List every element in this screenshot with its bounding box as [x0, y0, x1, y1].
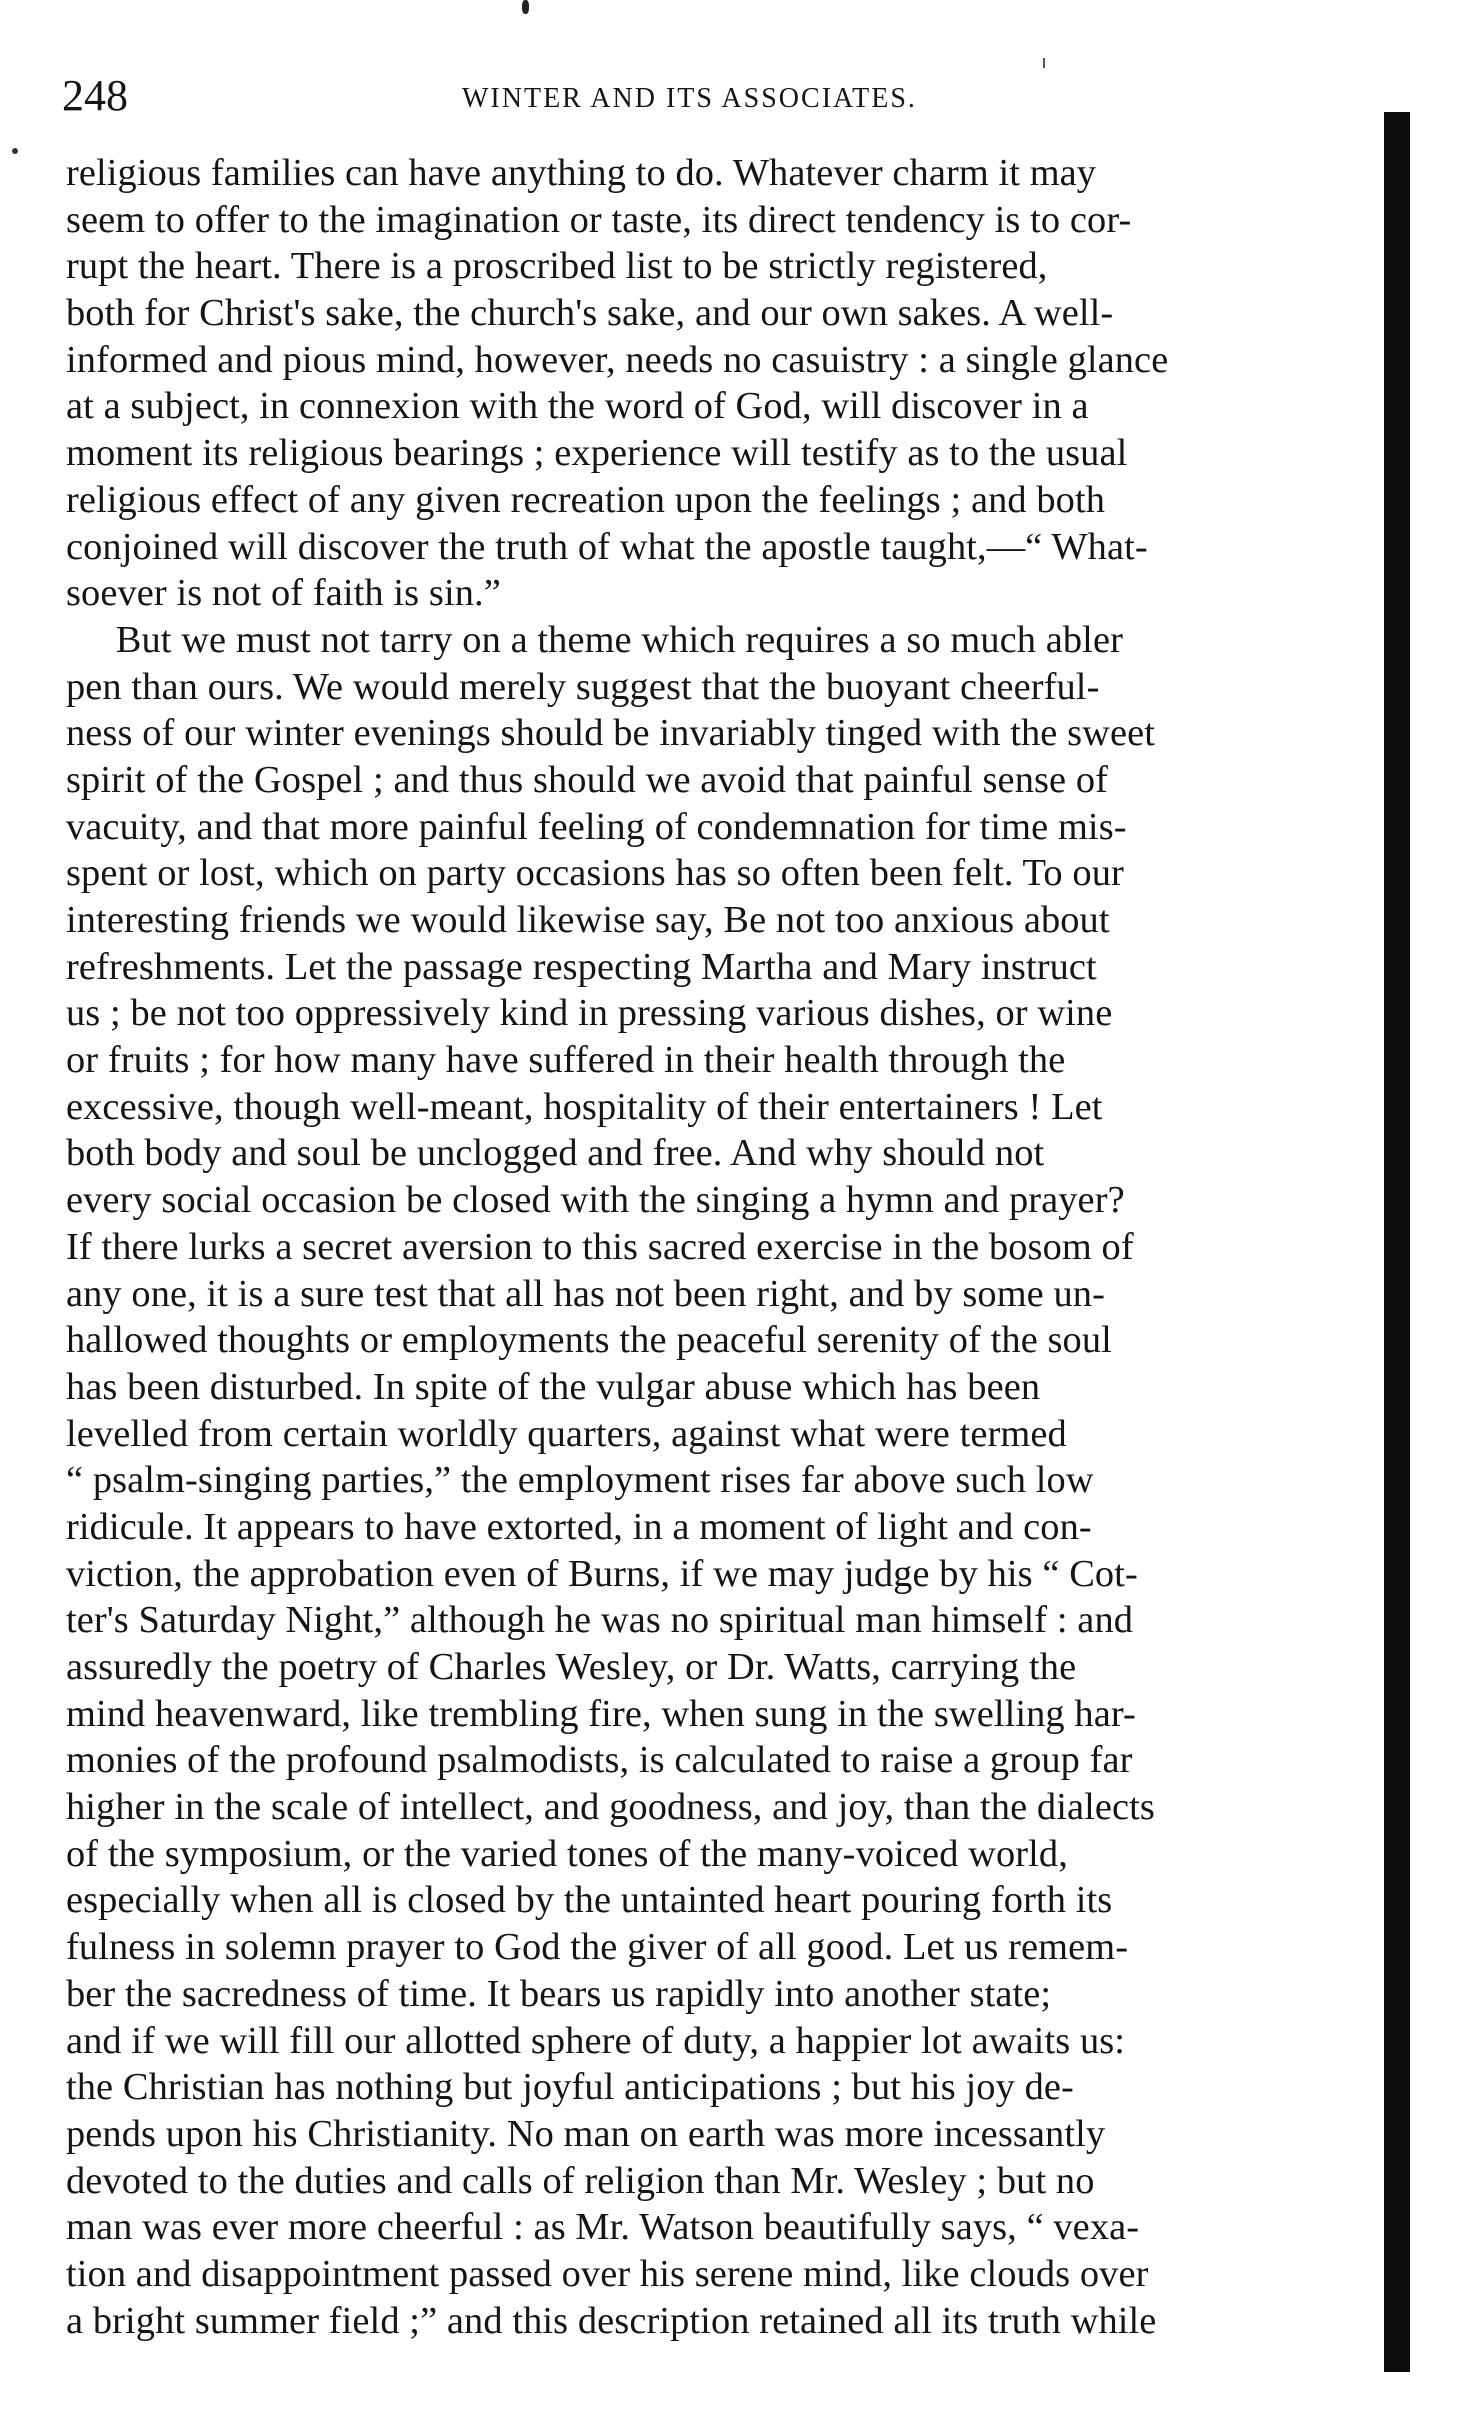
- running-head: WINTER AND ITS ASSOCIATES.: [462, 83, 917, 114]
- text-line: moment its religious bearings ; experience will testify as to the usual: [66, 432, 1128, 475]
- text-line: pends upon his Christianity. No man on earth was more incessantly: [66, 2112, 1106, 2155]
- text-line: seem to offer to the imagination or taste, its direct tendency is to cor-: [66, 198, 1132, 241]
- text-line: ter's Saturday Night,” although he was no spiritual man himself : and: [66, 1599, 1134, 1642]
- text-line: every social occasion be closed with the singing a hymn and prayer?: [66, 1179, 1125, 1222]
- text-line: refreshments. Let the passage respecting Martha and Mary instruct: [66, 945, 1097, 988]
- text-line: man was ever more cheerful : as Mr. Watson beautifully says, “ vexa-: [66, 2206, 1140, 2249]
- text-line: or fruits ; for how many have suffered in their health through the: [66, 1039, 1066, 1082]
- text-line: religious families can have anything to do. Whatever charm it may: [66, 152, 1097, 194]
- text-line: soever is not of faith is sin.”: [66, 572, 501, 615]
- text-line: viction, the approbation even of Burns, if we may judge by his “ Cot-: [66, 1552, 1138, 1595]
- text-line: higher in the scale of intellect, and goodness, and joy, than the dialects: [66, 1786, 1155, 1829]
- text-line: the Christian has nothing but joyful anticipations ; but his joy de-: [66, 2066, 1074, 2109]
- text-line: assuredly the poetry of Charles Wesley, or Dr. Watts, carrying the: [66, 1646, 1077, 1688]
- text-line: ber the sacredness of time. It bears us rapidly into another state;: [66, 1972, 1052, 2015]
- text-line: has been disturbed. In spite of the vulgar abuse which has been: [66, 1365, 1041, 1408]
- text-line: interesting friends we would likewise say, Be not too anxious about: [66, 899, 1110, 941]
- text-line: monies of the profound psalmodists, is calculated to raise a group far: [66, 1739, 1133, 1782]
- text-line: ridicule. It appears to have extorted, in a moment of light and con-: [66, 1505, 1092, 1548]
- page-number: 248: [62, 71, 128, 120]
- text-line: hallowed thoughts or employments the peaceful serenity of the soul: [66, 1319, 1112, 1362]
- text-line: conjoined will discover the truth of what the apostle taught,—“ What-: [66, 525, 1148, 568]
- text-line: “ psalm-singing parties,” the employment rises far above such low: [66, 1459, 1094, 1502]
- body-text: [66, 150, 1396, 2390]
- text-line: devoted to the duties and calls of religion than Mr. Wesley ; but no: [66, 2159, 1095, 2202]
- text-line: If there lurks a secret aversion to this sacred exercise in the bosom of: [66, 1225, 1134, 1268]
- text-line: any one, it is a sure test that all has not been right, and by some un-: [66, 1272, 1105, 1315]
- text-line: tion and disappointment passed over his serene mind, like clouds over: [66, 2252, 1149, 2295]
- text-line: levelled from certain worldly quarters, against what were termed: [66, 1412, 1067, 1455]
- text-line: vacuity, and that more painful feeling of condemnation for time mis-: [66, 805, 1127, 848]
- text-line: pen than ours. We would merely suggest that the buoyant cheerful-: [66, 665, 1100, 708]
- text-line: us ; be not too oppressively kind in pressing various dishes, or wine: [66, 992, 1113, 1035]
- text-line: rupt the heart. There is a proscribed list to be strictly registered,: [66, 245, 1048, 288]
- ink-speck: [522, 0, 529, 14]
- text-line: spirit of the Gospel ; and thus should we avoid that painful sense of: [66, 758, 1109, 801]
- text-line: spent or lost, which on party occasions has so often been felt. To our: [66, 852, 1124, 895]
- paragraph-first-line: But we must not tarry on a theme which requires a so much abler: [115, 618, 1123, 661]
- text-line: a bright summer field ;” and this description retained all its truth while: [66, 2299, 1157, 2342]
- text-line: religious effect of any given recreation upon the feelings ; and both: [66, 478, 1106, 521]
- text-line: excessive, though well-meant, hospitality of their entertainers ! Let: [66, 1085, 1103, 1128]
- text-line: mind heavenward, like trembling fire, when sung in the swelling har-: [66, 1692, 1136, 1735]
- ink-speck: [1043, 58, 1045, 68]
- text-line: and if we will fill our allotted sphere of duty, a happier lot awaits us:: [66, 2019, 1126, 2062]
- text-line: informed and pious mind, however, needs no casuistry : a single glance: [66, 338, 1169, 381]
- text-line: both body and soul be unclogged and free. And why should not: [66, 1132, 1045, 1175]
- text-line: especially when all is closed by the untainted heart pouring forth its: [66, 1879, 1113, 1922]
- text-line: at a subject, in connexion with the word of God, will discover in a: [66, 385, 1089, 428]
- text-line: ness of our winter evenings should be invariably tinged with the sweet: [66, 712, 1155, 755]
- ink-speck: [12, 148, 18, 154]
- text-line: of the symposium, or the varied tones of the many-voiced world,: [66, 1832, 1068, 1875]
- page-header: [62, 66, 1022, 126]
- text-line: fulness in solemn prayer to God the giver of all good. Let us remem-: [66, 1926, 1129, 1969]
- text-line: both for Christ's sake, the church's sake, and our own sakes. A well-: [66, 292, 1114, 335]
